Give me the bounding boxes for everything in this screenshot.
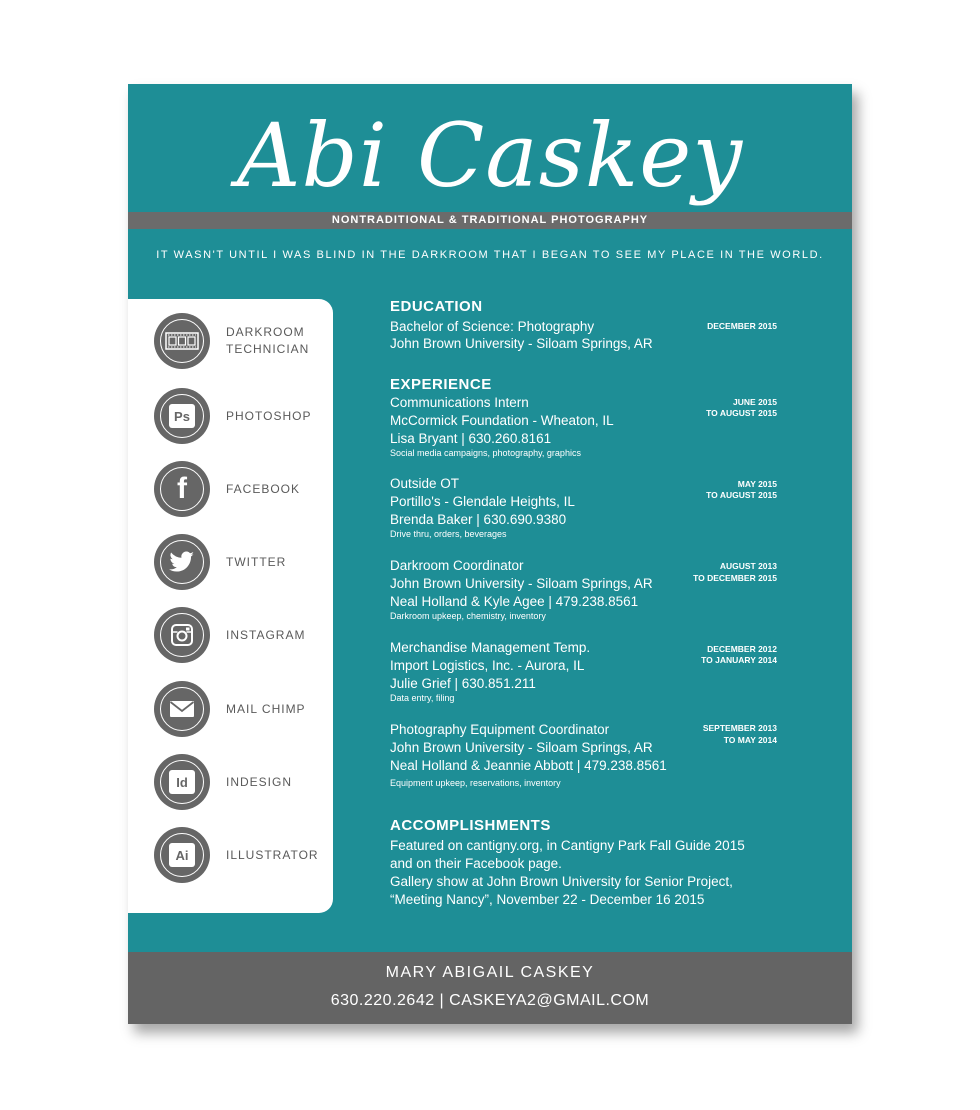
footer-name: MARY ABIGAIL CASKEY bbox=[385, 964, 595, 981]
job-contact: Neal Holland & Kyle Agee | 479.238.8561 bbox=[390, 594, 639, 609]
job-date-from: AUGUST 2013 bbox=[719, 561, 777, 571]
instagram-icon bbox=[154, 607, 210, 663]
job-role: Communications Intern bbox=[390, 395, 529, 410]
skill-twitter bbox=[154, 533, 329, 591]
skill-photoshop bbox=[154, 387, 329, 445]
job-org: McCormick Foundation - Wheaton, IL bbox=[390, 413, 614, 428]
skill-indesign bbox=[154, 753, 329, 811]
job-org: John Brown University - Siloam Springs, AR bbox=[390, 576, 653, 591]
illustrator-icon: Ai bbox=[154, 827, 210, 883]
facebook-icon: f bbox=[154, 461, 210, 517]
job-role: Merchandise Management Temp. bbox=[390, 640, 591, 655]
footer bbox=[128, 952, 852, 1024]
job-date-from: MAY 2015 bbox=[737, 479, 777, 489]
job-date-to: TO JANUARY 2014 bbox=[701, 655, 777, 665]
indesign-icon: Id bbox=[154, 754, 210, 810]
job-role: Darkroom Coordinator bbox=[390, 558, 524, 573]
skill-instagram bbox=[154, 606, 329, 664]
skill-label: INSTAGRAM bbox=[226, 627, 306, 642]
tagline: NONTRADITIONAL & TRADITIONAL PHOTOGRAPHY bbox=[331, 214, 649, 226]
job-duties: Data entry, filing bbox=[390, 693, 455, 703]
job-date-to: TO MAY 2014 bbox=[723, 735, 777, 745]
job-contact: Neal Holland & Jeannie Abbott | 479.238.8561 bbox=[390, 758, 667, 773]
twitter-icon bbox=[154, 534, 210, 590]
education-degree: Bachelor of Science: Photography bbox=[390, 319, 595, 334]
skill-label: TWITTER bbox=[226, 554, 287, 569]
skill-label: ILLUSTRATOR bbox=[226, 847, 319, 862]
job-date-from: DECEMBER 2012 bbox=[707, 644, 777, 654]
accomplishment-line: Gallery show at John Brown University for Senior Project, bbox=[390, 874, 733, 889]
resume-page bbox=[128, 84, 852, 1024]
job-org: Portillo's - Glendale Heights, IL bbox=[390, 494, 575, 509]
job-role: Outside OT bbox=[390, 476, 460, 491]
job-duties: Drive thru, orders, beverages bbox=[390, 529, 507, 539]
education-school: John Brown University - Siloam Springs, AR bbox=[390, 336, 653, 351]
skill-label: MAIL CHIMP bbox=[226, 701, 306, 716]
skill-label: INDESIGN bbox=[226, 774, 293, 789]
accomplishment-line: and on their Facebook page. bbox=[390, 856, 562, 871]
job-contact: Brenda Baker | 630.690.9380 bbox=[390, 512, 567, 527]
education-date: DECEMBER 2015 bbox=[707, 321, 777, 331]
job-duties: Darkroom upkeep, chemistry, inventory bbox=[390, 611, 546, 621]
skills-panel bbox=[128, 299, 333, 913]
skill-illustrator bbox=[154, 826, 329, 884]
job-date-to: TO AUGUST 2015 bbox=[706, 490, 777, 500]
name-heading: Abi Caskey bbox=[236, 104, 744, 207]
accomplishment-line: Featured on cantigny.org, in Cantigny Park Fall Guide 2015 bbox=[390, 838, 745, 853]
job-duties: Social media campaigns, photography, graphics bbox=[390, 448, 581, 458]
photoshop-icon: Ps bbox=[154, 388, 210, 444]
job-contact: Julie Grief | 630.851.211 bbox=[390, 676, 536, 691]
mail-icon bbox=[154, 681, 210, 737]
footer-contact: 630.220.2642 | CASKEYA2@GMAIL.COM bbox=[330, 992, 650, 1009]
quote: IT WASN'T UNTIL I WAS BLIND IN THE DARKROOM THAT I BEGAN TO SEE MY PLACE IN THE WORLD. bbox=[156, 249, 824, 261]
job-contact: Lisa Bryant | 630.260.8161 bbox=[390, 431, 552, 446]
job-date-from: SEPTEMBER 2013 bbox=[702, 723, 777, 733]
job-org: Import Logistics, Inc. - Aurora, IL bbox=[390, 658, 585, 673]
skill-label: DARKROOM TECHNICIAN bbox=[226, 325, 310, 356]
job-role: Photography Equipment Coordinator bbox=[390, 722, 610, 737]
job-date-to: TO DECEMBER 2015 bbox=[693, 573, 777, 583]
job-date-from: JUNE 2015 bbox=[733, 397, 777, 407]
skill-facebook bbox=[154, 460, 329, 518]
skill-label: FACEBOOK bbox=[226, 481, 301, 496]
accomplishments-heading: ACCOMPLISHMENTS bbox=[390, 817, 551, 834]
skill-mailchimp bbox=[154, 680, 329, 738]
job-date-to: TO AUGUST 2015 bbox=[706, 408, 777, 418]
education-heading: EDUCATION bbox=[390, 298, 483, 315]
experience-heading: EXPERIENCE bbox=[390, 376, 492, 393]
skill-darkroom bbox=[154, 312, 329, 370]
skill-label: PHOTOSHOP bbox=[226, 408, 312, 423]
job-org: John Brown University - Siloam Springs, AR bbox=[390, 740, 653, 755]
accomplishment-line: “Meeting Nancy”, November 22 - December 16 2015 bbox=[390, 892, 705, 907]
film-strip-icon bbox=[154, 313, 210, 369]
job-duties: Equipment upkeep, reservations, inventory bbox=[390, 778, 561, 788]
